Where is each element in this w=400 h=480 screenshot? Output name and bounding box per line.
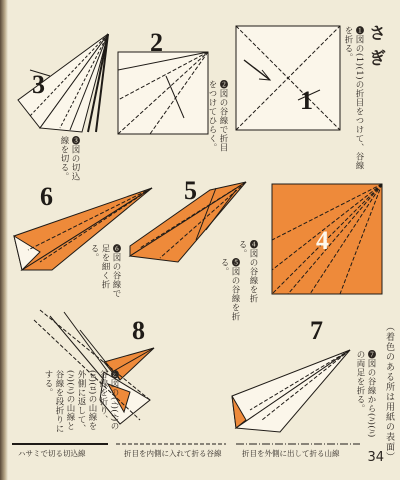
step-number-1: 1 (300, 86, 313, 115)
instruction-step-3: ❸図の切込線を切る。 (59, 136, 80, 181)
instruction-step-2: ❷図の谷線で折目をつけてひらく。 (207, 80, 228, 152)
instruction-step-8: ❽図の(ｲ)(ｲ)の谷線を折り、(ﾛ)(ﾛ)の山線を外側に返して、(ﾊ)(ﾊ)の山線と谷線を段折りにする。 (43, 370, 119, 433)
diagram-step-7 (232, 350, 350, 432)
step-number-8: 8 (132, 316, 145, 345)
step-number-2: 2 (150, 28, 163, 57)
instruction-step-6: ❻図の谷線で足を細く折る。 (89, 244, 121, 298)
instruction-step-7: ❼図の谷線から(ﾊ)(ﾊ)の両足を折る。 (355, 350, 376, 438)
diagram-step-1 (236, 26, 340, 130)
legend-valley-fold: 折目を内側に入れて折る谷線 (124, 449, 222, 458)
legend-cut-line: ハサミで切る切込線 (18, 449, 86, 458)
legend-mountain-fold: 折目を外側に出して折る山線 (242, 449, 340, 458)
diagram-step-6 (14, 188, 152, 270)
instruction-step-5: ❺図の谷線を折る。 (219, 258, 240, 321)
step-number-3: 3 (32, 70, 45, 99)
instruction-step-1: ❶図の(1)(1)の折目をつけて、谷線を折る。 (343, 26, 364, 171)
page-title: さぎ (365, 24, 385, 74)
color-note: （着色のある所は用紙の表面） (384, 322, 394, 462)
step-number-4: 4 (316, 226, 329, 255)
step-number-6: 6 (40, 182, 53, 211)
page-number: 34 (367, 450, 384, 465)
step-number-5: 5 (184, 176, 197, 205)
diagram-step-2 (118, 52, 208, 134)
step-number-7: 7 (310, 316, 323, 345)
instruction-step-4: ❹図の谷線を折る。 (237, 240, 258, 303)
